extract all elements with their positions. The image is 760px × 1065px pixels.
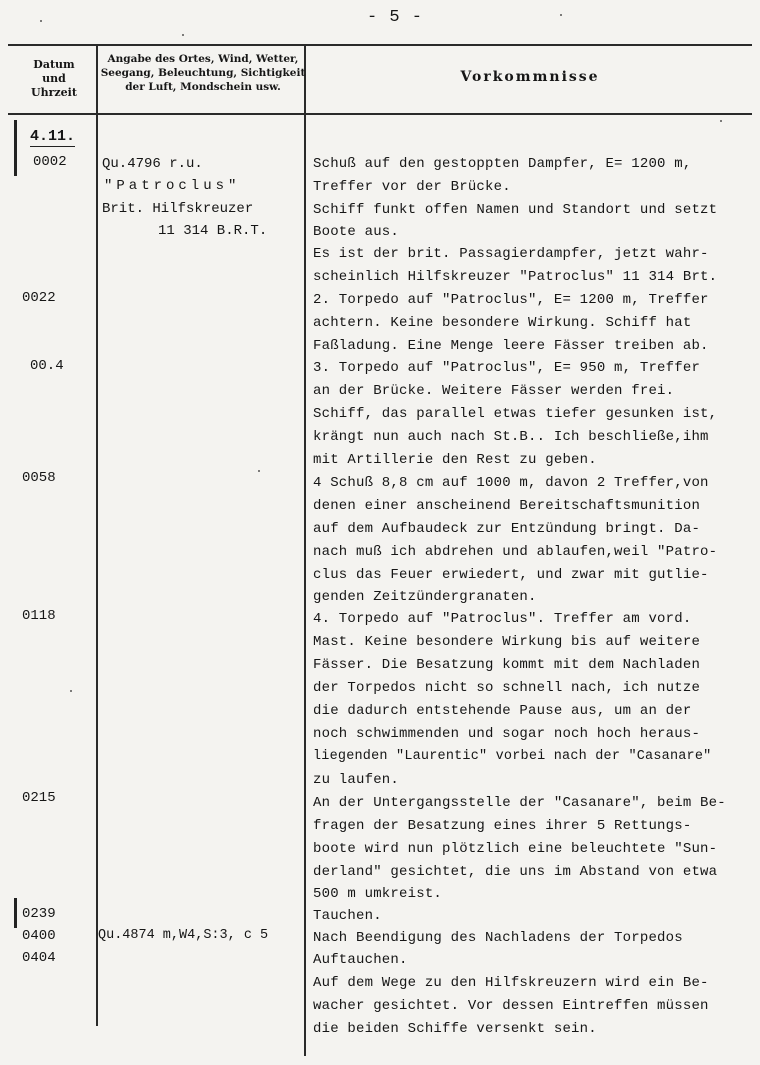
time-entry: 0215 <box>22 790 56 806</box>
event-line: krängt nun auch nach St.B.. Ich beschließe,ihm <box>313 429 709 445</box>
event-line: Boote aus. <box>313 224 400 240</box>
event-line: Tauchen. <box>313 908 382 924</box>
page-number: - 5 - <box>366 8 423 27</box>
event-line: Schuß auf den gestoppten Dampfer, E= 1200 m, <box>313 156 692 172</box>
event-line: boote wird nun plötzlich eine beleuchtete "Sun- <box>313 841 718 857</box>
margin-mark-top <box>14 120 17 176</box>
header-place-line3: der Luft, Mondschein usw. <box>125 81 281 93</box>
event-line: Nach Beendigung des Nachladens der Torpedos <box>313 930 683 946</box>
time-entry: 0400 <box>22 928 56 944</box>
time-entry: 0118 <box>22 608 56 624</box>
event-line: an der Brücke. Weitere Fässer werden frei. <box>313 383 675 399</box>
event-line: Auftauchen. <box>313 952 408 968</box>
event-line: 2. Torpedo auf "Patroclus", E= 1200 m, Treffer <box>313 292 709 308</box>
event-line: clus das Feuer erwiedert, und zwar mit gutlie- <box>313 567 709 583</box>
header-date-line3: Uhrzeit <box>31 86 77 99</box>
event-line: scheinlich Hilfskreuzer "Patroclus" 11 314 Brt. <box>313 269 718 285</box>
event-line: Schiff funkt offen Namen und Standort und setzt <box>313 202 718 218</box>
event-line: 4. Torpedo auf "Patroclus". Treffer am vord. <box>313 611 692 627</box>
header-place-line1: Angabe des Ortes, Wind, Wetter, <box>107 53 299 65</box>
place-entry: Qu.4874 m,W4,S:3, c 5 <box>98 928 269 943</box>
place-entry: 11 314 B.R.T. <box>158 223 268 239</box>
header-bottom-rule <box>8 113 752 115</box>
header-date-line1: Datum <box>33 58 75 71</box>
time-entry: 0058 <box>22 470 56 486</box>
scan-speck <box>560 14 562 16</box>
event-line: nach muß ich abdrehen und ablaufen,weil "Patro- <box>313 544 718 560</box>
event-line: 500 m umkreist. <box>313 886 443 902</box>
event-line: denen einer anscheinend Bereitschaftsmunition <box>313 498 701 514</box>
event-line: zu laufen. <box>313 772 400 788</box>
event-line: die beiden Schiffe versenkt sein. <box>313 1021 597 1037</box>
scan-speck <box>258 470 260 472</box>
time-entry: 0404 <box>22 950 56 966</box>
header-place-weather <box>100 52 306 94</box>
event-line: Es ist der brit. Passagierdampfer, jetzt wahr- <box>313 246 709 262</box>
scan-speck <box>182 34 184 36</box>
scan-speck <box>70 690 72 692</box>
margin-mark-bottom <box>14 898 17 928</box>
event-line: mit Artillerie den Rest zu geben. <box>313 452 597 468</box>
scan-speck <box>40 20 42 22</box>
time-entry: 00.4 <box>30 358 64 374</box>
header-date-line2: und <box>42 72 66 85</box>
header-events: Vorkommnisse <box>460 69 600 85</box>
place-entry: "Patroclus" <box>104 178 241 194</box>
scan-speck <box>720 120 722 122</box>
event-line: 4 Schuß 8,8 cm auf 1000 m, davon 2 Treffer,von <box>313 475 709 491</box>
time-entry: 0239 <box>22 906 56 922</box>
event-line: der Torpedos nicht so schnell nach, ich nutze <box>313 680 701 696</box>
event-line: Auf dem Wege zu den Hilfskreuzern wird ein Be- <box>313 975 709 991</box>
event-line: Fässer. Die Besatzung kommt mit dem Nachladen <box>313 657 701 673</box>
event-line: Mast. Keine besondere Wirkung bis auf weitere <box>313 634 701 650</box>
header-place-line2: Seegang, Beleuchtung, Sichtigkeit <box>100 67 306 79</box>
column-divider-right <box>304 46 306 1056</box>
event-line: genden Zeitzündergranaten. <box>313 589 537 605</box>
event-line: achtern. Keine besondere Wirkung. Schiff hat <box>313 315 692 331</box>
event-line: derland" gesichtet, die uns im Abstand von etwa <box>313 864 718 880</box>
event-line: wacher gesichtet. Vor dessen Eintreffen müssen <box>313 998 709 1014</box>
entry-date: 4.11. <box>30 128 76 145</box>
time-entry: 0002 <box>33 154 67 170</box>
event-line: 3. Torpedo auf "Patroclus", E= 950 m, Treffer <box>313 360 701 376</box>
event-line: Schiff, das parallel etwas tiefer gesunken ist, <box>313 406 718 422</box>
event-line: Faßladung. Eine Menge leere Fässer treiben ab. <box>313 338 709 354</box>
event-line: auf dem Aufbaudeck zur Entzündung bringt. Da- <box>313 521 701 537</box>
event-line: die dadurch entstehende Pause aus, um an der <box>313 703 692 719</box>
event-line: liegenden "Laurentic" vorbei nach der "Casanare" <box>313 749 712 764</box>
event-line: Treffer vor der Brücke. <box>313 179 511 195</box>
place-entry: Brit. Hilfskreuzer <box>102 201 254 217</box>
time-entry: 0022 <box>22 290 56 306</box>
place-entry: Qu.4796 r.u. <box>102 156 203 172</box>
event-line: fragen der Besatzung eines ihrer 5 Rettungs- <box>313 818 692 834</box>
event-line: An der Untergangsstelle der "Casanare", beim Be- <box>313 795 726 811</box>
header-top-rule <box>8 44 752 46</box>
header-date-time <box>14 58 94 100</box>
event-line: noch schwimmenden und sogar noch hoch heraus- <box>313 726 701 742</box>
column-divider-left <box>96 46 98 1026</box>
